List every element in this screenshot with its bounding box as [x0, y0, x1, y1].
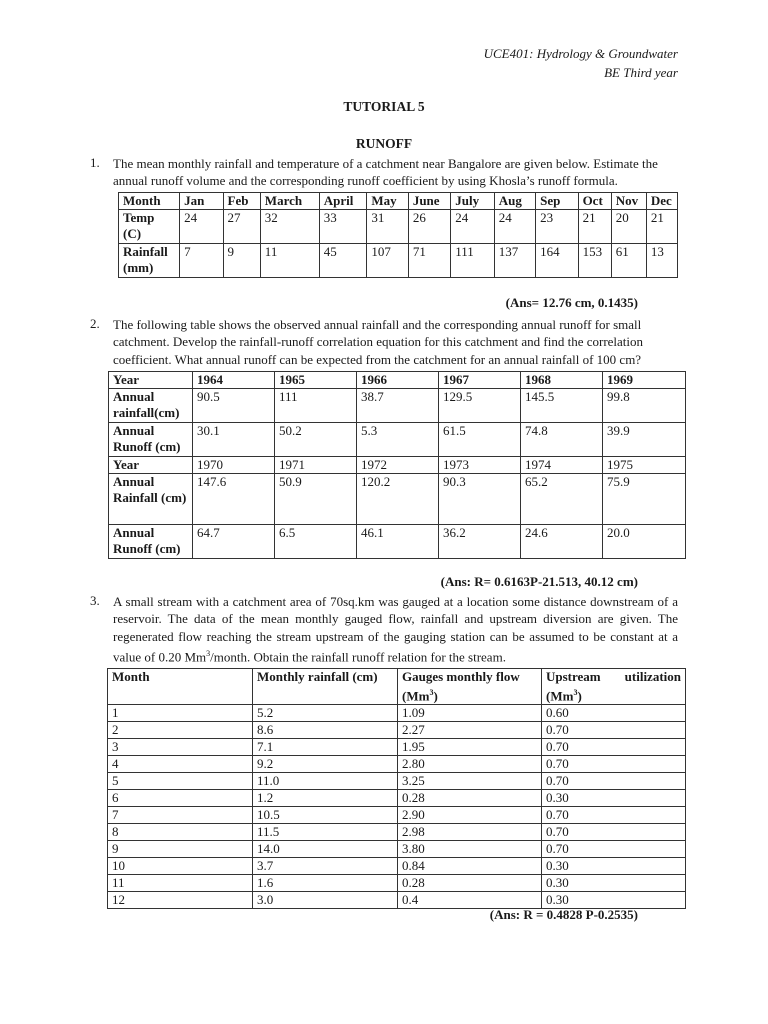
year-cell: 1968	[521, 372, 603, 389]
table-2-year-row	[109, 372, 686, 389]
table-2-runoff-row	[109, 423, 686, 457]
table-row	[108, 858, 686, 875]
table-cell: 33	[319, 210, 367, 244]
table-cell: 111	[451, 244, 494, 278]
table-cell: 20	[611, 210, 646, 244]
table-2-runoff-row	[109, 525, 686, 559]
table-cell: 107	[367, 244, 408, 278]
table-3-header-row	[108, 669, 686, 705]
table-row	[108, 722, 686, 739]
table-cell: 0.84	[398, 858, 542, 875]
year-cell: 1964	[193, 372, 275, 389]
course-title: UCE401: Hydrology & Groundwater	[483, 46, 678, 61]
table-1-header: Oct	[578, 193, 611, 210]
table-cell: 0.70	[542, 722, 686, 739]
table-cell: 24	[180, 210, 223, 244]
table-cell: 50.9	[275, 474, 357, 525]
table-cell: 23	[536, 210, 578, 244]
table-2-rainfall-row	[109, 474, 686, 525]
table-cell: 14.0	[253, 841, 398, 858]
table-cell: 2.80	[398, 756, 542, 773]
table-cell: 21	[646, 210, 677, 244]
year-cell: 1971	[275, 457, 357, 474]
table-cell: 7	[180, 244, 223, 278]
table-cell: 99.8	[603, 389, 686, 423]
table-cell: 75.9	[603, 474, 686, 525]
header-text: Upstream utilization (Mm	[546, 669, 681, 704]
table-cell: 61	[611, 244, 646, 278]
table-3-body	[108, 705, 686, 909]
row-label: Annual Rainfall (cm)	[109, 474, 193, 525]
table-cell: 21	[578, 210, 611, 244]
table-cell: 50.2	[275, 423, 357, 457]
table-cell: 13	[646, 244, 677, 278]
table-cell: 137	[494, 244, 535, 278]
table-3-header: Month	[108, 669, 253, 705]
table-1-header: Dec	[646, 193, 677, 210]
table-cell: 0.30	[542, 790, 686, 807]
table-cell: 3.7	[253, 858, 398, 875]
table-cell: 1.95	[398, 739, 542, 756]
table-cell: 3.80	[398, 841, 542, 858]
question-2-number: 2.	[90, 316, 100, 331]
table-cell: 0.30	[542, 858, 686, 875]
table-cell: 11.5	[253, 824, 398, 841]
table-cell: 0.70	[542, 807, 686, 824]
table-1-header: Nov	[611, 193, 646, 210]
year-cell: 1974	[521, 457, 603, 474]
question-3-text-b: /month. Obtain the rainfall runoff relation for the stream.	[210, 649, 506, 665]
table-cell: 24	[451, 210, 494, 244]
header-text: Gauges monthly flow (Mm	[402, 669, 520, 704]
table-cell: 5.2	[253, 705, 398, 722]
table-cell: 111	[275, 389, 357, 423]
table-cell: 31	[367, 210, 408, 244]
table-cell: 0.28	[398, 875, 542, 892]
table-row	[108, 841, 686, 858]
table-1-header: May	[367, 193, 408, 210]
year-cell: 1969	[603, 372, 686, 389]
table-2-rainfall-row	[109, 389, 686, 423]
table-cell: 1.09	[398, 705, 542, 722]
table-cell: 7.1	[253, 739, 398, 756]
table-cell: 153	[578, 244, 611, 278]
table-cell: 2.27	[398, 722, 542, 739]
question-1-text: The mean monthly rainfall and temperature of a catchment near Bangalore are given below. Estimate the annual runoff volume and the corresponding runoff coefficient by using Khosla’s runoff formula.	[113, 156, 658, 189]
table-cell: 0.30	[542, 892, 686, 909]
header-text: )	[433, 688, 438, 704]
table-cell: 11	[260, 244, 319, 278]
question-2-text: The following table shows the observed annual rainfall and the corresponding annual runoff for small catchment. Develop the rainfall-runoff correlation equation for this catchment and find the correlation coefficient. What annual runoff can be expected from the catchment for an annual rainfall of 100 cm?	[113, 317, 644, 367]
table-2-rainfall-runoff	[108, 371, 686, 559]
table-cell: 0.70	[542, 841, 686, 858]
table-row	[108, 875, 686, 892]
answer-2: (Ans: R= 0.6163P-21.513, 40.12 cm)	[440, 574, 638, 589]
table-cell: 5	[108, 773, 253, 790]
table-cell: 10	[108, 858, 253, 875]
table-2-year-row	[109, 457, 686, 474]
table-1-header: June	[408, 193, 450, 210]
table-3-header	[398, 669, 542, 705]
table-1-climate	[118, 192, 678, 278]
year-cell: 1975	[603, 457, 686, 474]
table-cell: 164	[536, 244, 578, 278]
table-3-stream-data	[107, 668, 686, 909]
table-cell: 4	[108, 756, 253, 773]
table-cell: 2.98	[398, 824, 542, 841]
table-cell: 0.4	[398, 892, 542, 909]
table-cell: 64.7	[193, 525, 275, 559]
table-cell: 2	[108, 722, 253, 739]
table-3-header	[542, 669, 686, 705]
table-cell: 2.90	[398, 807, 542, 824]
table-cell: 9	[223, 244, 260, 278]
row-label: Annual Runoff (cm)	[109, 423, 193, 457]
table-cell: 3.0	[253, 892, 398, 909]
table-cell: 10.5	[253, 807, 398, 824]
table-1-header: Feb	[223, 193, 260, 210]
table-cell: 9	[108, 841, 253, 858]
table-cell: 1.6	[253, 875, 398, 892]
course-year: BE Third year	[604, 65, 678, 80]
table-cell: 39.9	[603, 423, 686, 457]
header-text: )	[577, 688, 582, 704]
table-cell: 12	[108, 892, 253, 909]
table-1-header: Aug	[494, 193, 535, 210]
table-row	[108, 739, 686, 756]
table-cell: 3	[108, 739, 253, 756]
question-3-number: 3.	[90, 593, 100, 608]
table-cell: 1.2	[253, 790, 398, 807]
section-title: RUNOFF	[355, 136, 413, 151]
table-cell: 45	[319, 244, 367, 278]
table-cell: 129.5	[439, 389, 521, 423]
table-cell: 11.0	[253, 773, 398, 790]
superscript: 3	[573, 688, 578, 697]
table-row	[108, 705, 686, 722]
table-cell: 24.6	[521, 525, 603, 559]
superscript: 3	[429, 688, 434, 697]
table-1-header: March	[260, 193, 319, 210]
table-cell: 3.25	[398, 773, 542, 790]
table-row	[108, 773, 686, 790]
table-row	[108, 807, 686, 824]
table-cell: 9.2	[253, 756, 398, 773]
row-label: Temp (C)	[119, 210, 180, 244]
table-1-header: Month	[119, 193, 180, 210]
table-1-header: Sep	[536, 193, 578, 210]
answer-1: (Ans= 12.76 cm, 0.1435)	[505, 295, 638, 310]
table-1-temp-row	[119, 210, 678, 244]
table-cell: 0.60	[542, 705, 686, 722]
year-cell: 1970	[193, 457, 275, 474]
table-cell: 11	[108, 875, 253, 892]
table-cell: 32	[260, 210, 319, 244]
year-cell: 1967	[439, 372, 521, 389]
table-cell: 71	[408, 244, 450, 278]
row-label: Annual Runoff (cm)	[109, 525, 193, 559]
table-cell: 90.3	[439, 474, 521, 525]
table-1-rain-row	[119, 244, 678, 278]
table-cell: 0.28	[398, 790, 542, 807]
table-cell: 74.8	[521, 423, 603, 457]
table-cell: 145.5	[521, 389, 603, 423]
table-1-header: July	[451, 193, 494, 210]
table-1-header-row	[119, 193, 678, 210]
superscript: 3	[206, 648, 211, 658]
year-cell: 1966	[357, 372, 439, 389]
table-row	[108, 790, 686, 807]
table-1-header: April	[319, 193, 367, 210]
question-1-number: 1.	[90, 155, 100, 170]
table-cell: 120.2	[357, 474, 439, 525]
table-cell: 26	[408, 210, 450, 244]
table-cell: 0.70	[542, 773, 686, 790]
table-cell: 90.5	[193, 389, 275, 423]
year-cell: 1965	[275, 372, 357, 389]
year-cell: 1972	[357, 457, 439, 474]
table-cell: 30.1	[193, 423, 275, 457]
question-3-text	[113, 593, 678, 666]
table-cell: 8.6	[253, 722, 398, 739]
table-cell: 7	[108, 807, 253, 824]
row-label: Rainfall (mm)	[119, 244, 180, 278]
table-cell: 5.3	[357, 423, 439, 457]
table-cell: 0.70	[542, 756, 686, 773]
table-cell: 6	[108, 790, 253, 807]
table-cell: 65.2	[521, 474, 603, 525]
question-3-text-a: A small stream with a catchment area of 70sq.km was gauged at a location some distance downstream of a reservoir. The data of the mean monthly gauged flow, rainfall and upstream diversion are given. The regenerated flow reaching the stream upstream of the gauging station can be assumed to be constant at a value of 0.20 Mm	[113, 594, 678, 665]
table-cell: 147.6	[193, 474, 275, 525]
table-cell: 36.2	[439, 525, 521, 559]
table-cell: 0.70	[542, 824, 686, 841]
table-cell: 24	[494, 210, 535, 244]
table-cell: 6.5	[275, 525, 357, 559]
table-cell: 20.0	[603, 525, 686, 559]
table-cell: 27	[223, 210, 260, 244]
table-cell: 8	[108, 824, 253, 841]
table-row	[108, 824, 686, 841]
answer-3: (Ans: R = 0.4828 P-0.2535)	[489, 907, 638, 922]
table-1-header: Jan	[180, 193, 223, 210]
row-label: Annual rainfall(cm)	[109, 389, 193, 423]
table-cell: 61.5	[439, 423, 521, 457]
table-cell: 0.70	[542, 739, 686, 756]
row-label: Year	[109, 372, 193, 389]
page-title: TUTORIAL 5	[343, 99, 425, 114]
table-row	[108, 756, 686, 773]
table-cell: 38.7	[357, 389, 439, 423]
table-cell: 46.1	[357, 525, 439, 559]
table-cell: 0.30	[542, 875, 686, 892]
year-cell: 1973	[439, 457, 521, 474]
table-3-header: Monthly rainfall (cm)	[253, 669, 398, 705]
row-label: Year	[109, 457, 193, 474]
table-cell: 1	[108, 705, 253, 722]
